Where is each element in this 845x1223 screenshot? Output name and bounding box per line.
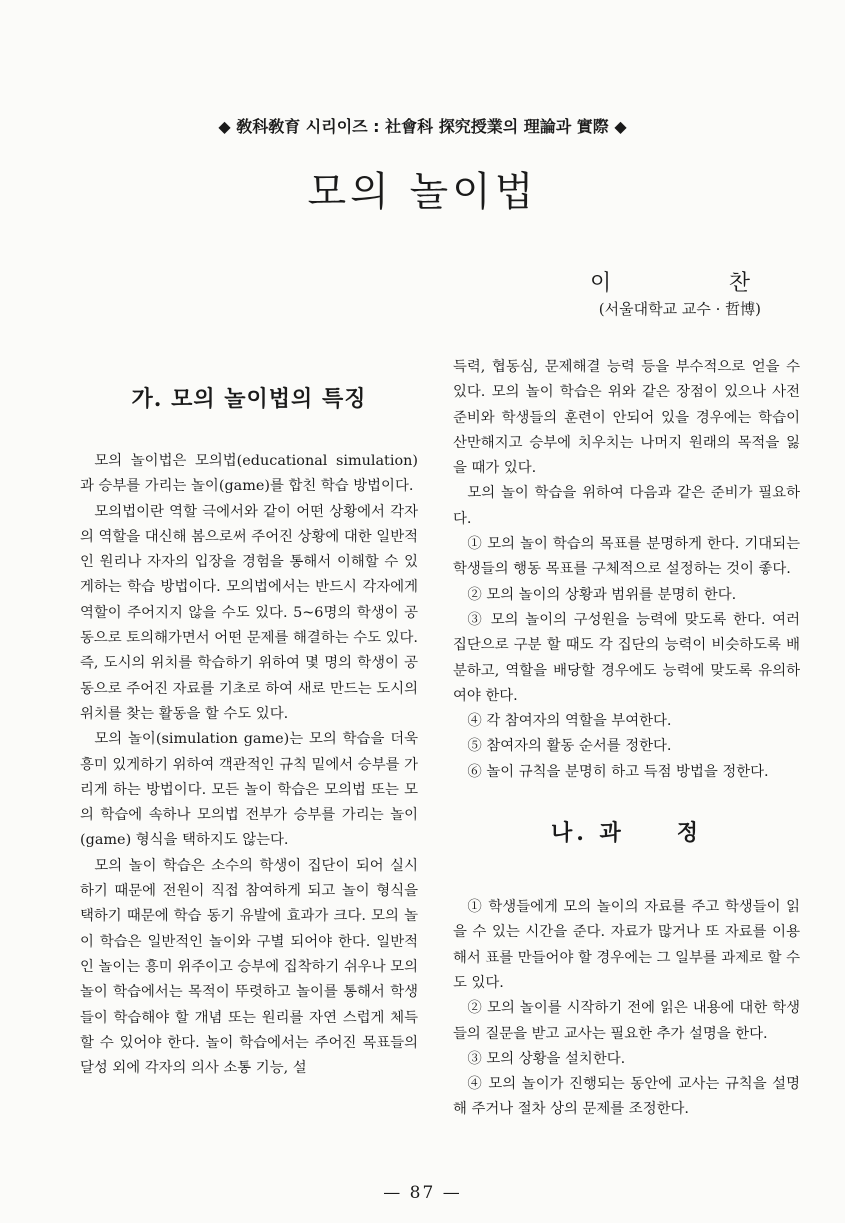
section-heading-b: 나. 과 정	[550, 820, 703, 847]
paragraph: 모의 놀이법은 모의법(educational simulation)과 승부를 가리는 놀이(game)를 합친 학습 방법이다.	[80, 453, 418, 495]
paragraph: 득력, 협동심, 문제해결 능력 등을 부수적으로 얻을 수 있다. 모의 놀이 학습은 위와 같은 장점이 있으나 사전 준비와 학생들의 훈련이 안되어 있을 경우에는 학습이 산만해지고 승부에 치우치는 나머지 원래의 목적을 잃을 때가 있다.	[453, 359, 800, 477]
page-title: 모의 놀이법	[307, 169, 538, 215]
paragraph: 모의법이란 역할 극에서와 같이 어떤 상황에서 각자의 역할을 대신해 봄으로써 주어진 상황에 대한 일반적인 원리나 자자의 입장을 경험을 통해서 이해할 수 있게하는 학습 방법이다. 모의법에서는 반드시 각자에게 역할이 주어지지 않을 수도 있다. 5~6명의 학생이 공동으로 토의해가면서 어떤 문제를 해결하는 수도 있다. 즉, 도시의 위치를 학습하기 위하여 몇 명의 학생이 공동으로 주어진 자료를 기초로 하여 새로 만드는 도시의 위치를 찾는 활동을 할 수도 있다.	[80, 503, 418, 722]
list-item: ③ 모의 상황을 설치한다.	[467, 1050, 626, 1067]
left-column	[80, 355, 418, 1081]
author-name-part: 찬	[728, 271, 750, 296]
paragraph: 모의 놀이 학습은 소수의 학생이 집단이 되어 실시하기 때문에 전원이 직접 참여하게 되고 놀이 형식을 택하기 때문에 학습 동기 유발에 효과가 크다. 모의 놀이 학습은 일반적인 놀이와 구별 되어야 한다. 일반적인 놀이는 흥미 위주이고 승부에 집착하기 쉬우나 모의 놀이 학습에서는 목적이 뚜렷하고 놀이를 통해서 학생들이 학습해야 할 개념 또는 원리를 자연 스럽게 체득할 수 있어야 한다. 놀이 학습에서는 주어진 목표들의 달성 외에 각자의 의사 소통 기능, 설	[80, 857, 418, 1077]
author-affiliation: (서울대학교 교수 · 哲博)	[598, 300, 761, 318]
list-item: ⑤ 참여자의 활동 순서를 정한다.	[467, 738, 672, 755]
list-item: ② 모의 놀이를 시작하기 전에 읽은 내용에 대한 학생들의 질문을 받고 교사는 필요한 추가 설명을 한다.	[453, 1000, 800, 1042]
paragraph: 모의 놀이 학습을 위하여 다음과 같은 준비가 필요하다.	[453, 485, 800, 527]
list-item: ① 학생들에게 모의 놀이의 자료를 주고 학생들이 읽을 수 있는 시간을 준다. 자료가 많거나 또 자료를 이용해서 표를 만들어야 할 경우에는 그 일부를 과제로 할 수도 있다.	[453, 899, 801, 991]
right-column	[453, 355, 800, 1123]
list-item: ⑥ 놀이 규칙을 분명히 하고 득점 방법을 정한다.	[467, 763, 769, 780]
list-item: ② 모의 놀이의 상황과 범위를 분명히 한다.	[467, 586, 737, 603]
page-number: — 87 —	[383, 1183, 462, 1203]
author-name-part: 이	[590, 271, 612, 296]
list-item: ③ 모의 놀이의 구성원을 능력에 맞도록 한다. 여러 집단으로 구분 할 때도 각 집단의 능력이 비슷하도록 배분하고, 역할을 배당할 경우에도 능력에 맞도록 유의하여야 한다.	[453, 611, 800, 704]
author-name	[590, 266, 750, 297]
list-item: ④ 각 참여자의 역할을 부여한다.	[467, 713, 672, 730]
list-item: ④ 모의 놀이가 진행되는 동안에 교사는 규칙을 설명해 주거나 절차 상의 문제를 조정한다.	[453, 1076, 800, 1118]
list-item: ① 모의 놀이 학습의 목표를 분명하게 한다. 기대되는 학생들의 행동 목표를 구체적으로 설정하는 것이 좋다.	[453, 536, 800, 578]
series-header: ◆ 敎科敎育 시리이즈 : 社會科 探究授業의 理論과 實際 ◆	[218, 117, 627, 136]
paragraph: 모의 놀이(simulation game)는 모의 학습을 더욱 흥미 있게하기 위하여 객관적인 규칙 밑에서 승부를 가리게 하는 방법이다. 모든 놀이 학습은 모의법 또는 모의 학습에 속하나 모의법 전부가 승부를 가리는 놀이(game) 형식을 택하지도 않는다.	[80, 731, 418, 849]
section-heading-a: 가. 모의 놀이법의 특징	[131, 386, 367, 412]
